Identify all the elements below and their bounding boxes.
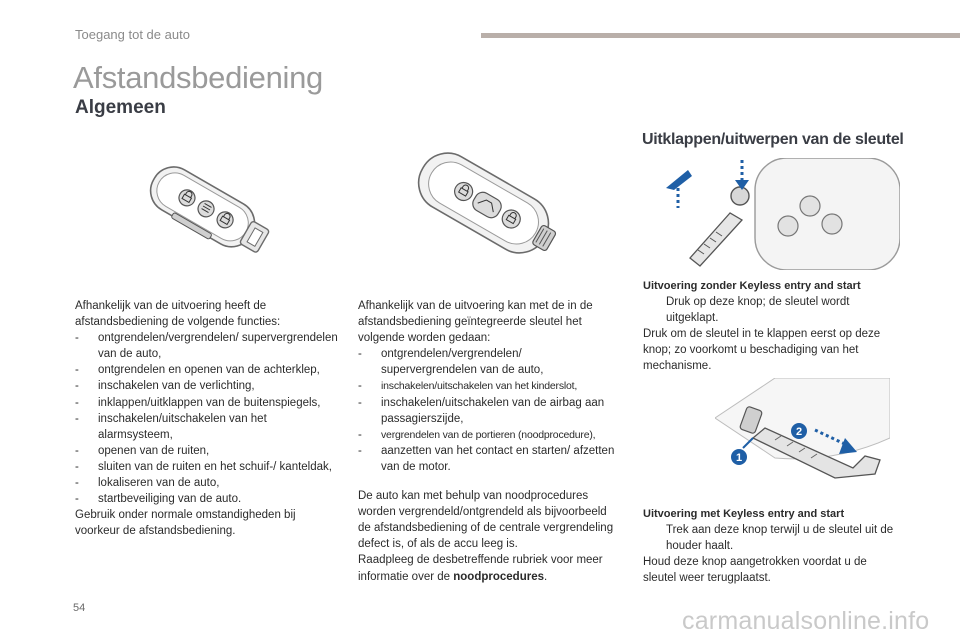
keyless-text: Houd deze knop aangetrokken voordat u de sleutel weer terugplaatst. bbox=[643, 556, 867, 585]
callout-badge-1: 1 bbox=[735, 452, 743, 464]
list-dash: - bbox=[358, 380, 362, 393]
list-item: lokaliseren van de auto, bbox=[98, 477, 220, 490]
integrated-key-column bbox=[358, 298, 620, 585]
no-keyless-title: Uitvoering zonder Keyless entry and start bbox=[643, 280, 861, 292]
list-dash: - bbox=[75, 493, 79, 506]
reference-paragraph bbox=[358, 552, 620, 584]
emergency-paragraph: De auto kan met behulp van noodprocedures worden vergrendeld/ontgrendeld als bijvoorbeeld de afstandsbediening of de centrale vergrendeling defect is, of als de accu leeg is. bbox=[358, 490, 614, 551]
watermark: carmanualsonline.info bbox=[682, 607, 930, 635]
functions-column bbox=[75, 298, 340, 539]
list-dash: - bbox=[358, 396, 362, 409]
list-dash: - bbox=[75, 460, 79, 473]
list-item: inklappen/uitklappen van de buitenspiegels, bbox=[98, 396, 321, 409]
list-item: openen van de ruiten, bbox=[98, 444, 210, 457]
list-item: aanzetten van het contact en starten/ afzetten van de motor. bbox=[381, 444, 615, 473]
list-dash: - bbox=[75, 364, 79, 377]
list-item: inschakelen van de verlichting, bbox=[98, 380, 255, 393]
no-keyless-block bbox=[643, 278, 901, 375]
keyless-step: Trek aan deze knop terwijl u de sleutel uit de houder haalt. bbox=[666, 524, 894, 553]
list-dash: - bbox=[75, 412, 79, 425]
list-item: vergrendelen van de portieren (noodprocedure), bbox=[381, 428, 596, 441]
list-item: ontgrendelen/vergrendelen/ supervergrendelen van de auto, bbox=[98, 332, 338, 361]
list-dash: - bbox=[75, 332, 79, 345]
list-item: ontgrendelen/vergrendelen/ supervergrendelen van de auto, bbox=[381, 348, 544, 377]
no-keyless-text: Druk om de sleutel in te klappen eerst op deze knop; zo voorkomt u beschadiging van het mechanisme. bbox=[643, 328, 881, 373]
remote-key-illustration bbox=[140, 160, 280, 260]
list-item: startbeveiliging van de auto. bbox=[98, 493, 242, 506]
list-item: inschakelen/uitschakelen van de airbag aan passagierszijde, bbox=[381, 396, 605, 425]
list-item: sluiten van de ruiten en het schuif-/ kanteldak, bbox=[98, 460, 332, 473]
list-dash: - bbox=[75, 396, 79, 409]
bullet-icon bbox=[643, 294, 666, 326]
list-item: inschakelen/uitschakelen van het alarmsysteem, bbox=[98, 412, 267, 441]
functions-intro: Afhankelijk van de uitvoering heeft de afstandsbediening de volgende functies: bbox=[75, 300, 281, 329]
section-subtitle: Algemeen bbox=[75, 97, 166, 118]
no-keyless-step: Druk op deze knop; de sleutel wordt uitgeklapt. bbox=[666, 296, 850, 325]
functions-outro: Gebruik onder normale omstandigheden bij voorkeur de afstandsbediening. bbox=[75, 509, 296, 538]
keyless-title: Uitvoering met Keyless entry and start bbox=[643, 508, 845, 520]
list-dash: - bbox=[75, 444, 79, 457]
reference-link-text: noodprocedures bbox=[453, 570, 544, 583]
header-bar bbox=[481, 33, 960, 38]
reference-text: Raadpleeg de desbetreffende rubriek voor meer informatie over de bbox=[358, 554, 603, 583]
section-header: Toegang tot de auto bbox=[75, 27, 190, 42]
list-item: ontgrendelen en openen van de achterklep, bbox=[98, 364, 320, 377]
reference-suffix: . bbox=[543, 570, 548, 583]
page-number: 54 bbox=[73, 602, 86, 614]
keyless-block bbox=[643, 506, 901, 586]
keyless-key-removal-illustration bbox=[715, 378, 890, 498]
list-dash: - bbox=[358, 444, 362, 457]
list-dash: - bbox=[358, 428, 362, 441]
integrated-key-intro: Afhankelijk van de uitvoering kan met de in de afstandsbediening geïntegreerde sleutel het volgende worden gedaan: bbox=[358, 300, 593, 345]
callout-badge-2: 2 bbox=[795, 426, 803, 438]
list-dash: - bbox=[75, 380, 79, 393]
list-dash: - bbox=[358, 348, 362, 361]
page-title: Afstandsbediening bbox=[73, 60, 323, 95]
bullet-icon bbox=[643, 522, 666, 554]
key-unfold-illustration bbox=[660, 158, 900, 270]
list-dash: - bbox=[75, 477, 79, 490]
list-item: inschakelen/uitschakelen van het kinderslot, bbox=[381, 380, 578, 393]
key-section-title: Uitklappen/uitwerpen van de sleutel bbox=[642, 131, 904, 148]
integrated-key-remote-illustration bbox=[405, 150, 570, 260]
